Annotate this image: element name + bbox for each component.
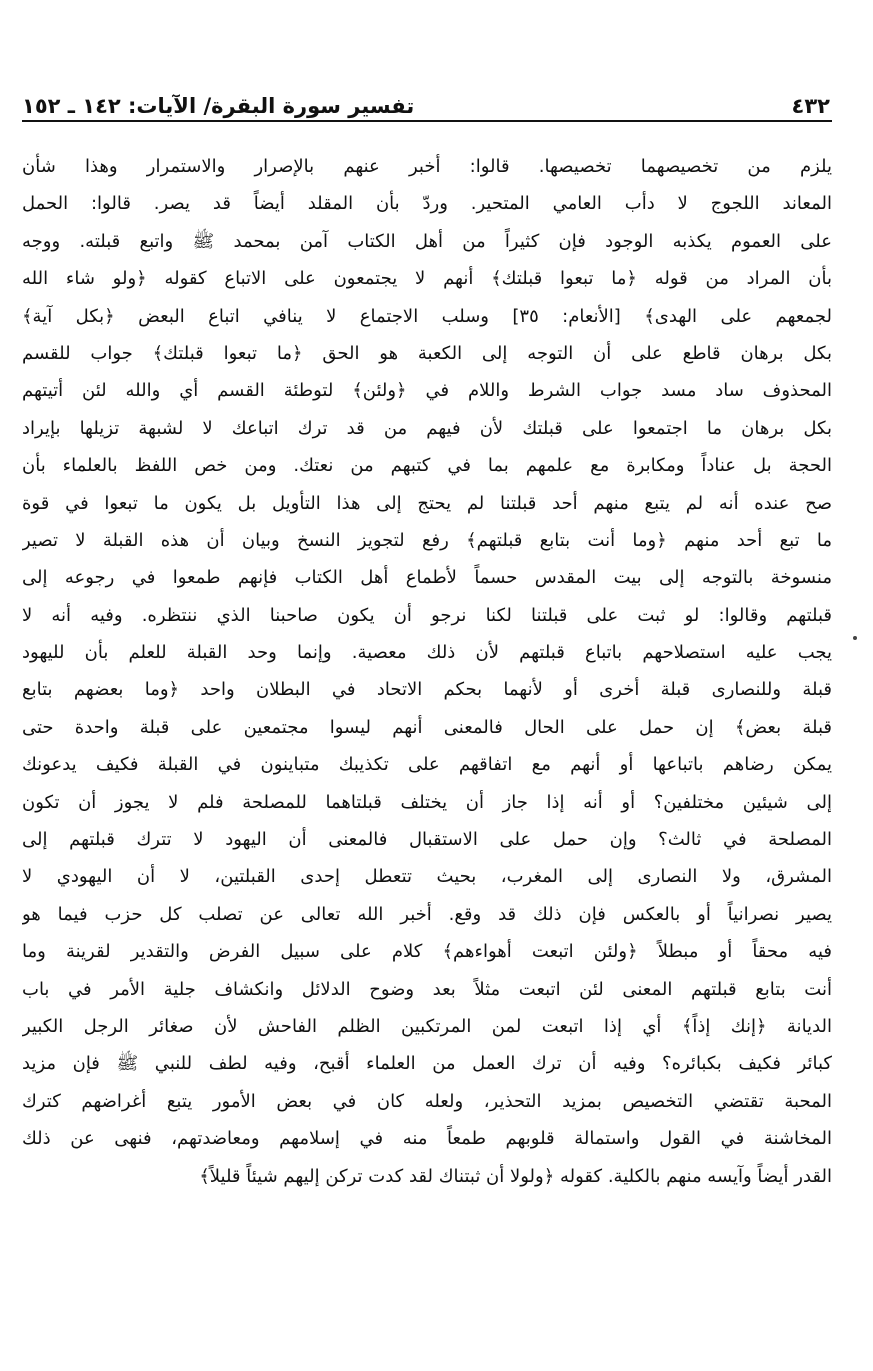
text-line: بأن المراد من قوله ﴿ما تبعوا قبلتك﴾ أنهم لا يجتمعون على الاتباع كقوله ﴿ولو شاء الله <box>22 268 832 290</box>
text-line: أنت بتابع قبلتهم المعنى لئن اتبعت مثلاً بعد وضوح الدلائل وانكشاف جلية الأمر في باب <box>22 978 832 1000</box>
running-title: تفسير سورة البقرة/ الآيات: ١٤٢ ـ ١٥٢ <box>22 94 415 118</box>
page-number: ٤٣٢ <box>791 94 830 118</box>
text-line: المحذوف ساد مسد جواب الشرط واللام في ﴿ولئن﴾ لتوطئة القسم أي والله لئن أتيتهم <box>22 380 832 402</box>
text-line: يلزم من تخصيصهما تخصيصها. قالوا: أخبر عنهم بالإصرار والاستمرار وهذا شأن <box>22 156 832 177</box>
text-line: يجب عليه استصلاحهم باتباع قبلتهم لأن ذلك معصية. وإنما وحد القبلة للعلم بأن لليهود <box>22 642 832 664</box>
text-line: صح عنده أنه لم يتبع منهم أحد قبلتنا لم يحتج إلى هذا التأويل بل يكون ما تبعوا في قوة <box>22 492 832 514</box>
text-line: قبلتهم وقالوا: لو ثبت على قبلتنا لكنا نرجو أن يكون صاحبنا الذي ننتظره. وفيه أنه لا <box>22 604 832 626</box>
header-rule <box>22 120 832 122</box>
text-line: المشرق، ولا النصارى إلى المغرب، بحيث تتعطل إحدى القبلتين، لا أن اليهودي لا <box>22 866 832 888</box>
text-line: بكل برهان ما اجتمعوا على قبلتك لأن فيهم من قد ترك اتباعك لا لشبهة تزيلها بإيراد <box>22 417 832 439</box>
text-line: لجمعهم على الهدى﴾ [الأنعام: ٣٥] وسلب الاجتماع لا ينافي اتباع البعض ﴿بكل آية﴾ <box>22 305 832 327</box>
text-line: فيه محقاً أو مبطلاً ﴿ولئن اتبعت أهواءهم﴾ كلام على سبيل الفرض والتقدير لقرينة وما <box>22 941 832 963</box>
text-line: الحجة بل عناداً ومكابرة مع علمهم بما في كتبهم من نعتك. ومن خص اللفظ بالعلماء بأن <box>22 455 832 477</box>
text-line: يصير نصرانياً أو بالعكس فإن ذلك قد وقع. أخبر الله تعالى عن تصلب كل حزب فيما هو <box>22 903 832 925</box>
text-line: بكل برهان قاطع على أن التوجه إلى الكعبة هو الحق ﴿ما تبعوا قبلتك﴾ جواب للقسم <box>22 342 832 364</box>
text-line: قبلة وللنصارى قبلة أخرى أو لأنهما بحكم الاتحاد في البطلان واحد ﴿وما بعضهم بتابع <box>22 679 832 701</box>
text-line: على العموم يكذبه الوجود فإن كثيراً من أهل الكتاب آمن بمحمد ﷺ واتبع قبلته. ووجه <box>22 230 832 252</box>
text-line: كبائر فكيف بكبائره؟ وفيه أن ترك العمل من العلماء أقبح، وفيه لطف للنبي ﷺ فإن مزيد <box>22 1053 832 1075</box>
body-text <box>22 148 832 1195</box>
text-line: المخاشنة في القول واستمالة قلوبهم طمعاً منه في إسلامهم ومعاضدتهم، فنهى عن ذلك <box>22 1128 832 1150</box>
text-line: المصلحة في ثالث؟ وإن حمل على الاستقبال فالمعنى أن اليهود لا تترك قبلتهم إلى <box>22 829 832 851</box>
text-line: القدر أيضاً وآيسه منهم بالكلية. كقوله ﴿ولولا أن ثبتناك لقد كدت تركن إليهم شيئاً قليلاً﴾ <box>199 1165 832 1187</box>
text-line: الديانة ﴿إنك إذاً﴾ أي إذا اتبعت لمن المرتكبين الظلم الفاحش لأن صغائر الرجل الكبير <box>22 1015 832 1037</box>
page-header <box>22 88 830 124</box>
text-line: قبلة بعض﴾ إن حمل على الحال فالمعنى أنهم ليسوا مجتمعين على قبلة واحدة حتى <box>22 716 832 738</box>
text-line: المحبة تقتضي التخصيص بمزيد التحذير، ولعله كان في بعض الأمور يتبع أغراضهم كترك <box>22 1090 832 1112</box>
text-line: ما تبع أحد منهم ﴿وما أنت بتابع قبلتهم﴾ رفع لتجويز النسخ وبيان أن هذه القبلة لا تصير <box>22 529 832 551</box>
margin-mark <box>853 636 857 640</box>
text-line: يمكن رضاهم باتباعها أو أنهم مع اتفاقهم على تكذيبك متباينون في القبلة فكيف يدعونك <box>22 754 832 776</box>
text-line: منسوخة بالتوجه إلى بيت المقدس حسماً لأطماع أهل الكتاب فإنهم طمعوا في رجوعه إلى <box>22 567 832 589</box>
text-line: إلى شيئين مختلفين؟ أو أنه إذا جاز أن يختلف قبلتاهما للمصلحة فلم لا يجوز أن تكون <box>22 791 832 813</box>
text-line: المعاند اللجوج لا دأب العامي المتحير. وردّ بأن المقلد أيضاً قد يصر. قالوا: الحمل <box>22 193 832 215</box>
